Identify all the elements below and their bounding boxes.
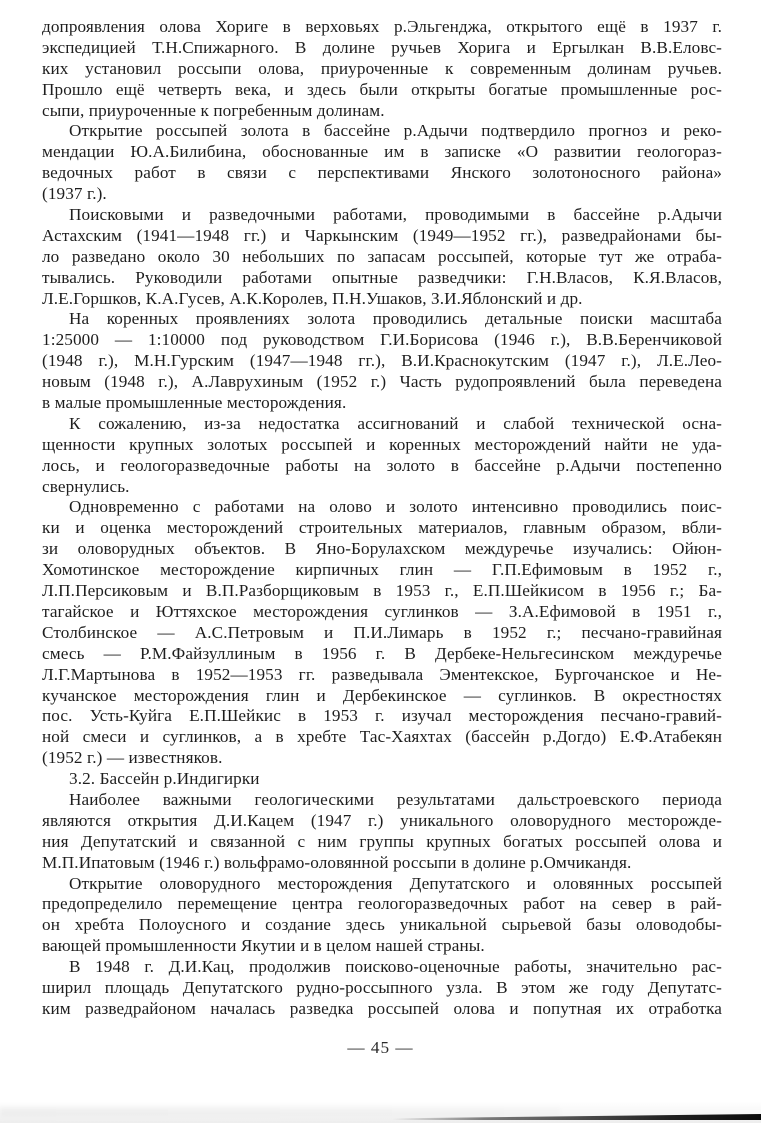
paragraph: [42, 957, 722, 1020]
text-line: Открытие оловорудного месторождения Депутатского и оловянных россыпей: [69, 873, 722, 893]
paragraph: [42, 874, 722, 958]
text-line: ширил площадь Депутатского рудно-россыпного узла. В этом же году Депутатс-: [42, 977, 722, 997]
text-line: Хомотинское месторождение кирпичных глин — Г.П.Ефимовым в 1952 г.,: [42, 560, 722, 580]
text-line: ной смеси и суглинков, а в хребте Тас-Хаяхтах (бассейн р.Догдо) Е.Ф.Атабекян: [42, 727, 722, 747]
text-line: предопределило перемещение центра геологоразведочных работ на север в рай-: [42, 894, 722, 914]
text-line: являются открытия Д.И.Кацем (1947 г.) уникального оловорудного месторожде-: [42, 810, 722, 830]
text-line: На коренных проявлениях золота проводились детальные поиски масштаба: [69, 309, 722, 329]
text-line: ких установил россыпи олова, приуроченные к современным долинам ручьев.: [42, 58, 722, 78]
paragraph: [42, 121, 722, 205]
text-line: пос. Усть-Куйга Е.П.Шейкис в 1953 г. изучал месторождения песчано-гравий-: [42, 706, 722, 726]
paragraph: [42, 205, 722, 309]
text-line: Наиболее важными геологическими результатами дальстроевского периода: [69, 789, 722, 809]
section-heading: [42, 769, 722, 790]
text-line: экспедицией Т.Н.Спижарного. В долине ручьев Хорига и Ергылкан В.В.Еловс-: [42, 37, 722, 57]
page-number: — 45 —: [347, 1038, 414, 1057]
text-line: Одновременно с работами на олово и золото интенсивно проводились поис-: [69, 497, 722, 517]
text-line: лось, и геологоразведочные работы на золото в бассейне р.Адычи постепенно: [42, 455, 722, 475]
paragraph: [42, 790, 722, 874]
text-line: допроявления олова Хориге в верховьях р.Эльгенджа, открытого ещё в 1937 г.: [42, 17, 722, 36]
text-line: он хребта Полоусного и создание здесь уникальной сырьевой базы оловодобы-: [42, 915, 722, 935]
text-line: ведочных работ в связи с перспективами Янского золотоносного района»: [42, 163, 722, 183]
text-line: (1937 г.).: [42, 184, 107, 204]
text-line: В 1948 г. Д.И.Кац, продолжив поисково-оценочные работы, значительно рас-: [69, 957, 722, 977]
text-line: кучанское месторождения глин и Дербекинское — суглинков. В окрестностях: [42, 685, 722, 705]
text-column: [42, 17, 722, 1020]
text-line: Открытие россыпей золота в бассейне р.Адычи подтвердило прогноз и реко-: [69, 121, 722, 141]
text-line: вающей промышленности Якутии и в целом нашей страны.: [42, 936, 485, 956]
scan-smudge-bottom-left: [0, 1107, 560, 1117]
text-line: М.П.Ипатовым (1946 г.) вольфрамо-оловянной россыпи в долине р.Омчикандя.: [42, 852, 632, 872]
text-line: Прошло ещё четверть века, и здесь были открыты богатые промышленные рос-: [42, 79, 722, 99]
scan-shadow-bottom-right: [392, 1114, 761, 1120]
text-line: смесь — Р.М.Файзуллиным в 1956 г. В Дербеке-Нельгесинском междуречье: [42, 643, 722, 663]
text-line: ки и оценка месторождений строительных материалов, главным образом, вбли-: [42, 518, 722, 538]
text-line: Столбинское — А.С.Петровым и П.И.Лимарь в 1952 г.; песчано-гравийная: [42, 622, 722, 642]
scan-haze-bottom: [0, 1101, 761, 1123]
text-line: щенности крупных золотых россыпей и коренных месторождений найти не уда-: [42, 434, 722, 454]
paragraph: [42, 414, 722, 498]
text-line: Поисковыми и разведочными работами, проводимыми в бассейне р.Адычи: [69, 205, 722, 225]
text-line: Л.Г.Мартынова в 1952—1953 гг. разведывала Эментекское, Бургочанское и Не-: [42, 664, 722, 684]
text-line: ло разведано около 30 небольших по запасам россыпей, которые тут же отраба-: [42, 246, 722, 266]
text-line: зи оловорудных объектов. В Яно-Борулахском междуречье изучались: Ойюн-: [42, 539, 722, 559]
text-line: Л.Е.Горшков, К.А.Гусев, А.К.Королев, П.Н.Ушаков, З.И.Яблонский и др.: [42, 288, 583, 308]
text-line: Л.П.Персиковым и В.П.Разборщиковым в 1953 г., Е.П.Шейкисом в 1956 г.; Ба-: [42, 581, 722, 601]
text-line: (1952 г.) — известняков.: [42, 748, 223, 768]
text-line: свернулись.: [42, 476, 130, 496]
text-line: в малые промышленные месторождения.: [42, 393, 347, 413]
text-line: ким разведрайоном началась разведка россыпей олова и попутная их отработка: [42, 998, 722, 1018]
text-line: 1:25000 — 1:10000 под руководством Г.И.Борисова (1946 г.), В.В.Беренчиковой: [42, 330, 722, 350]
text-line: К сожалению, из-за недостатка ассигнований и слабой технической осна-: [69, 413, 722, 433]
paragraph: [42, 497, 722, 769]
paragraph: [42, 17, 722, 121]
text-line: тагайское и Юттяхское месторождения суглинков — З.А.Ефимовой в 1951 г.,: [42, 601, 722, 621]
text-line: сыпи, приуроченные к погребенным долинам.: [42, 100, 385, 120]
paragraph: [42, 309, 722, 413]
text-line: новым (1948 г.), А.Лаврухиным (1952 г.) Часть рудопроявлений была переведена: [42, 372, 722, 392]
text-line: ния Депутатский и связанной с ним группы крупных богатых россыпей олова и: [42, 831, 722, 851]
text-line: Астахским (1941—1948 гг.) и Чаркынским (1949—1952 гг.), разведрайонами бы-: [42, 225, 722, 245]
text-line: тывались. Руководили работами опытные разведчики: Г.Н.Власов, К.Я.Власов,: [42, 267, 722, 287]
text-line: 3.2. Бассейн р.Индигирки: [69, 769, 260, 789]
text-line: мендации Ю.А.Билибина, обоснованные им в записке «О развитии геологораз-: [42, 142, 722, 162]
text-line: (1948 г.), М.Н.Гурским (1947—1948 гг.), В.И.Краснокутским (1947 г.), Л.Е.Лео-: [42, 351, 722, 371]
